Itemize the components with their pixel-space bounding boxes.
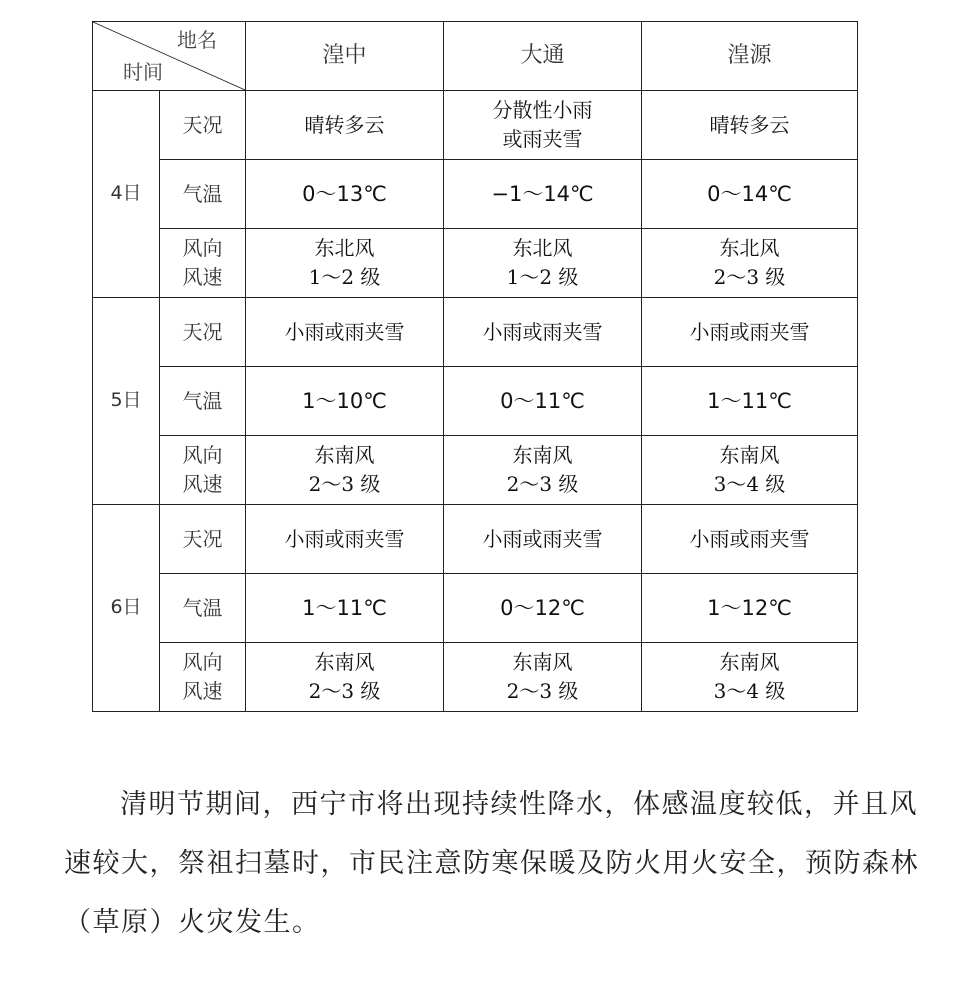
forecast-value: 东北风 (512, 236, 573, 260)
forecast-value: 小雨或雨夹雪 (482, 319, 603, 344)
item-label: 风向 (182, 443, 223, 467)
location-header: 湟中 (246, 22, 444, 91)
forecast-value-cell (444, 298, 642, 367)
forecast-value: 小雨或雨夹雪 (284, 526, 405, 551)
forecast-value: 东南风 (719, 443, 780, 467)
item-label-cell (160, 298, 246, 367)
table-row (93, 436, 858, 505)
item-label: 风向 (182, 236, 223, 260)
item-label: 气温 (182, 388, 223, 413)
table-row (93, 574, 858, 643)
item-label-cell (160, 505, 246, 574)
forecast-value: 3～4 级 (713, 679, 786, 703)
corner-time-label: 时间 (123, 60, 163, 84)
forecast-value-cell (246, 436, 444, 505)
forecast-value: 2～3 级 (308, 679, 381, 703)
table-header-row (93, 22, 858, 91)
table-body (93, 91, 858, 712)
forecast-value: 晴转多云 (709, 112, 790, 137)
item-label-cell (160, 367, 246, 436)
forecast-value: 晴转多云 (304, 112, 385, 137)
forecast-value: 小雨或雨夹雪 (689, 319, 810, 344)
forecast-value: 东南风 (512, 443, 573, 467)
day-cell: 6日 (93, 505, 160, 712)
forecast-value: 东北风 (314, 236, 375, 260)
item-label-cell (160, 229, 246, 298)
item-label: 天况 (182, 112, 223, 137)
item-label: 天况 (182, 319, 223, 344)
forecast-value-cell (246, 229, 444, 298)
forecast-value: 东北风 (719, 236, 780, 260)
forecast-value: 分散性小雨 (492, 98, 593, 122)
forecast-value: 1～12℃ (707, 595, 792, 620)
forecast-value: −1～14℃ (491, 181, 594, 206)
table-row (93, 367, 858, 436)
forecast-value: 或雨夹雪 (502, 127, 583, 151)
item-label-cell (160, 574, 246, 643)
item-label: 风速 (182, 472, 223, 496)
location-header: 大通 (444, 22, 642, 91)
forecast-value: 2～3 级 (308, 472, 381, 496)
forecast-value: 1～10℃ (302, 388, 387, 413)
forecast-value-cell (642, 229, 858, 298)
corner-location-label: 地名 (177, 28, 217, 52)
forecast-value-cell (444, 229, 642, 298)
forecast-value-cell (246, 160, 444, 229)
forecast-value: 东南风 (719, 650, 780, 674)
item-label: 天况 (182, 526, 223, 551)
forecast-value-cell (246, 643, 444, 712)
table-row (93, 643, 858, 712)
item-label-cell (160, 160, 246, 229)
item-label: 风向 (182, 650, 223, 674)
notice-paragraph: 清明节期间，西宁市将出现持续性降水，体感温度较低，并且风速较大，祭祖扫墓时，市民注意防寒保暖及防火用火安全，预防森林（草原）火灾发生。 (64, 789, 919, 938)
forecast-value: 1～2 级 (506, 265, 579, 289)
item-label: 风速 (182, 679, 223, 703)
forecast-value: 1～11℃ (707, 388, 792, 413)
forecast-value: 小雨或雨夹雪 (284, 319, 405, 344)
forecast-value: 东南风 (314, 650, 375, 674)
item-label-cell (160, 436, 246, 505)
table-corner-cell (93, 22, 246, 91)
forecast-value-cell (642, 436, 858, 505)
item-label: 气温 (182, 595, 223, 620)
forecast-value-cell (246, 367, 444, 436)
forecast-value-cell (642, 574, 858, 643)
forecast-value: 2～3 级 (713, 265, 786, 289)
forecast-value-cell (444, 91, 642, 160)
forecast-value: 0～11℃ (500, 388, 585, 413)
day-cell: 5日 (93, 298, 160, 505)
forecast-value: 东南风 (512, 650, 573, 674)
forecast-value-cell (246, 298, 444, 367)
item-label: 风速 (182, 265, 223, 289)
forecast-value: 小雨或雨夹雪 (482, 526, 603, 551)
item-label-cell (160, 643, 246, 712)
forecast-value-cell (642, 367, 858, 436)
forecast-value-cell (642, 160, 858, 229)
forecast-value-cell (444, 436, 642, 505)
table-row (93, 229, 858, 298)
day-cell: 4日 (93, 91, 160, 298)
forecast-value-cell (642, 643, 858, 712)
forecast-value-cell (642, 91, 858, 160)
forecast-value: 2～3 级 (506, 472, 579, 496)
forecast-value-cell (246, 91, 444, 160)
diagonal-divider (93, 22, 245, 90)
table-row (93, 505, 858, 574)
forecast-value-cell (642, 298, 858, 367)
forecast-value: 0～13℃ (302, 181, 387, 206)
item-label: 气温 (182, 181, 223, 206)
table-row (93, 298, 858, 367)
forecast-value-cell (444, 367, 642, 436)
forecast-value: 0～14℃ (707, 181, 792, 206)
forecast-value-cell (642, 505, 858, 574)
forecast-value-cell (444, 505, 642, 574)
forecast-value: 东南风 (314, 443, 375, 467)
table-row (93, 91, 858, 160)
forecast-value-cell (444, 643, 642, 712)
forecast-value-cell (246, 574, 444, 643)
location-header: 湟源 (642, 22, 858, 91)
forecast-value-cell (444, 574, 642, 643)
forecast-value: 1～11℃ (302, 595, 387, 620)
forecast-value: 1～2 级 (308, 265, 381, 289)
forecast-value-cell (246, 505, 444, 574)
forecast-value: 小雨或雨夹雪 (689, 526, 810, 551)
table-row (93, 160, 858, 229)
forecast-value: 3～4 级 (713, 472, 786, 496)
forecast-value: 2～3 级 (506, 679, 579, 703)
weather-forecast-table (92, 21, 858, 712)
forecast-value: 0～12℃ (500, 595, 585, 620)
item-label-cell (160, 91, 246, 160)
forecast-value-cell (444, 160, 642, 229)
